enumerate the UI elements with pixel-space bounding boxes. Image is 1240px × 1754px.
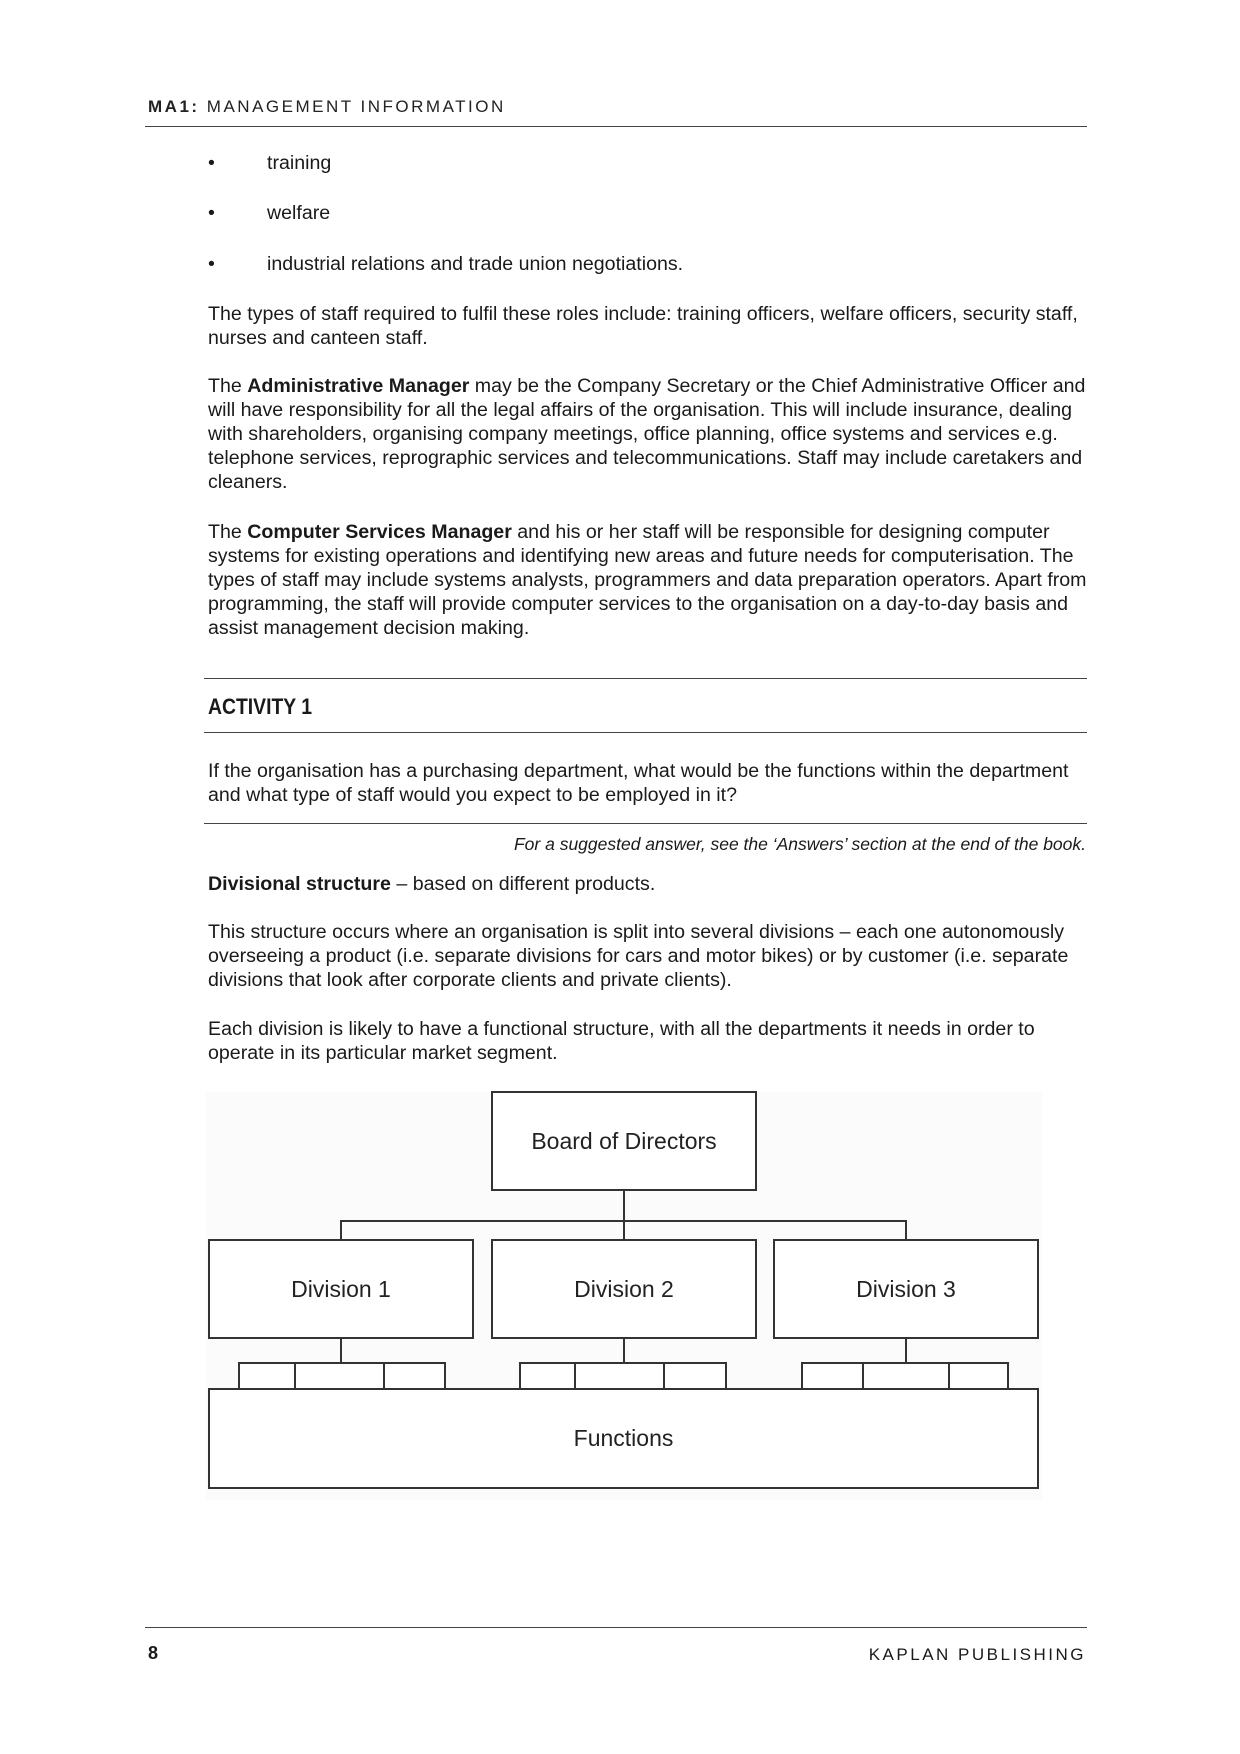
header-rule (145, 126, 1087, 127)
admin-manager-term: Administrative Manager (247, 375, 470, 397)
division-box: Division 3 (773, 1239, 1039, 1339)
function-slot (801, 1362, 864, 1390)
computer-manager-term: Computer Services Manager (247, 521, 512, 543)
activity-rule-top (204, 678, 1087, 679)
activity-rule-mid (204, 732, 1087, 733)
running-header (148, 97, 506, 117)
divisional-para-1: This structure occurs where an organisation is split into several divisions – each one autonomously overseeing a product (i.e. separate divisions for cars and motor bikes) or by customer (i.e. separate divisions that look after corporate clients and private clients). (208, 921, 1069, 991)
activity-question: If the organisation has a purchasing department, what would be the functions within the department and what type of staff would you expect to be employed in it? (208, 760, 1069, 806)
function-slot (862, 1362, 950, 1390)
answer-note: For a suggested answer, see the ‘Answers’ section at the end of the book. (513, 834, 1086, 854)
header-title: MANAGEMENT INFORMATION (206, 97, 506, 116)
para-staff: The types of staff required to fulfil these roles include: training officers, welfare officers, security staff, nurses and canteen staff. (208, 303, 1078, 349)
para-admin: The Administrative Manager may be the Company Secretary or the Chief Administrative Officer and will have responsibility for all the legal affairs of the organisation. This will include insurance, dealing with shareholders, organising company meetings, office planning, office systems and services e.g. telephone services, reprographic services and telecommunications. Staff may include caretakers and cleaners. (208, 375, 1086, 493)
page-number: 8 (148, 1643, 159, 1663)
functions-box: Functions (208, 1388, 1039, 1489)
function-slot (294, 1362, 385, 1390)
publisher-name: KAPLAN PUBLISHING (868, 1645, 1086, 1664)
function-slot (238, 1362, 296, 1390)
division-box: Division 2 (491, 1239, 757, 1339)
function-slot (663, 1362, 727, 1390)
function-slot (948, 1362, 1009, 1390)
header-code: MA1: (148, 97, 200, 116)
function-slot (519, 1362, 576, 1390)
function-slot (574, 1362, 665, 1390)
footer-rule (145, 1627, 1087, 1628)
divisional-para-2: Each division is likely to have a functional structure, with all the departments it needs in order to operate in its particular market segment. (208, 1018, 1035, 1064)
division-box: Division 1 (208, 1239, 474, 1339)
divisional-term: Divisional structure (208, 873, 391, 895)
para-computer: The Computer Services Manager and his or her staff will be responsible for designing computer systems for existing operations and identifying new areas and future needs for computerisation. The types of staff may include systems analysts, programmers and data preparation operators. Apart from programming, the staff will provide computer services to the organisation on a day-to-day basis and assist management decision making. (208, 521, 1087, 639)
divisional-heading: Divisional structure – based on different products. (208, 873, 656, 895)
activity-title: ACTIVITY 1 (208, 694, 313, 719)
activity-rule-bottom (204, 823, 1087, 824)
board-box: Board of Directors (491, 1091, 757, 1191)
function-slot (383, 1362, 446, 1390)
